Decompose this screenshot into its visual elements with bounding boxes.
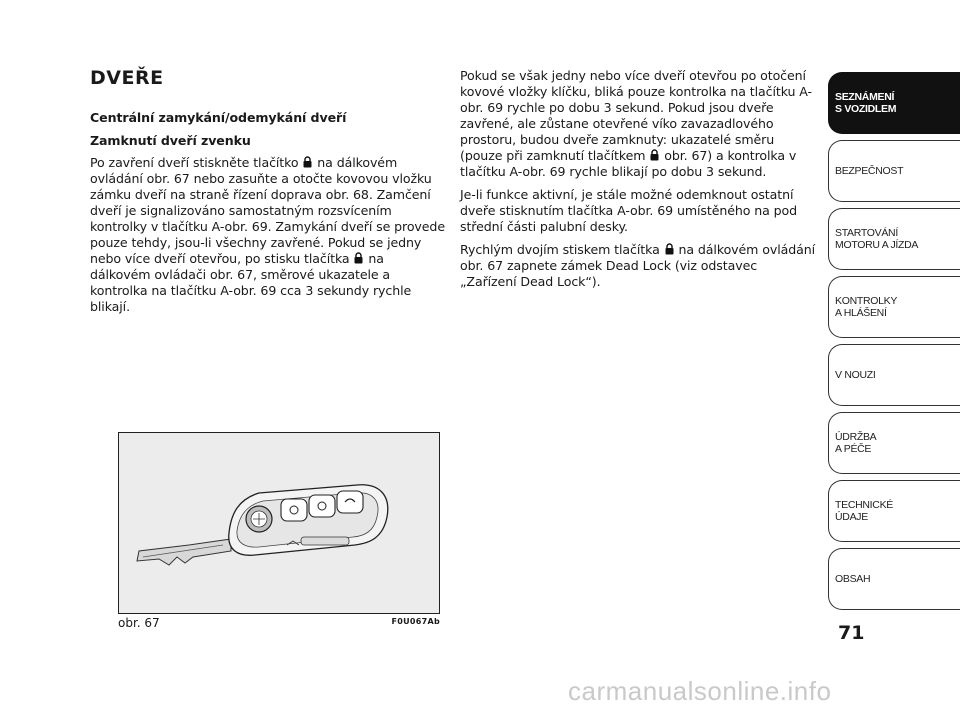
body-paragraph: Rychlým dvojím stiskem tlačítka na dálkovém ovládání obr. 67 zapnete zámek Dead Lock (viz odstavec „Zařízení Dead Lock“). <box>460 242 816 289</box>
tab-seznameni[interactable] <box>828 72 960 134</box>
body-paragraph: Je-li funkce aktivní, je stále možné odemknout ostatní dveře stisknutím tlačítka A-obr. 69 umístěného na pod střední části palubní desky. <box>460 187 798 234</box>
body-paragraph: Pokud se však jedny nebo více dveří otevřou po otočení kovové vložky klíčku, bliká pouze kontrolka na tlačítku A-obr. 69 rychle po dobu 3 sekund. Pokud jsou dveře zavřené, ale zůstane otevřené víko zavazadlového prostoru, budou dveře zamknuty: ukazatelé směru (pouze při zamknutí tlačítkem obr. 67) a kontrolka v tlačítku A-obr. 69 rychle blikají po dobu 3 sekund. <box>460 68 812 179</box>
padlock-icon <box>303 156 312 168</box>
body-paragraph: Po zavření dveří stiskněte tlačítko na dálkovém ovládání obr. 67 nebo zasuňte a otočte kovovou vložku zámku dveří na straně řízení doprava obr. 68. Zamčení dveří je signalizováno samostatným rozsvícením kontrolky v tlačítku A-obr. 69. Zamykání dveří se provede pouze tehdy, jsou-li všechny zavřené. Pokud se jedny nebo více dveří otevřou, po stisku tlačítka na dálkovém ovládači obr. 67, směrové ukazatele a kontrolka na tlačítku A-obr. 69 cca 3 sekundy rychle blikají. <box>90 155 445 314</box>
figure-number: obr. 67 <box>118 616 160 630</box>
tab-label: TECHNICKÉ <box>835 499 893 511</box>
tab-label: S VOZIDLEM <box>835 103 897 115</box>
tab-label: BEZPEČNOST <box>835 165 904 177</box>
tab-label: MOTORU A JÍZDA <box>835 239 919 251</box>
paragraph-heading: Zamknutí dveří zvenku <box>90 133 251 148</box>
tab-obsah[interactable] <box>828 548 960 610</box>
tab-label: KONTROLKY <box>835 295 898 307</box>
padlock-icon <box>665 243 674 255</box>
left-column <box>90 60 445 322</box>
key-fob-illustration <box>119 433 439 613</box>
tab-label: A HLÁŠENÍ <box>835 307 887 319</box>
tab-label: ÚDRŽBA <box>835 431 877 443</box>
watermark: carmanualsonline.info <box>568 676 832 706</box>
padlock-icon <box>354 252 363 264</box>
tab-kontrolky[interactable] <box>828 276 960 338</box>
section-title: DVEŘE <box>90 67 164 89</box>
tab-startovani[interactable] <box>828 208 960 270</box>
tab-udrzba[interactable] <box>828 412 960 474</box>
tab-label: V NOUZI <box>835 369 876 381</box>
tab-label: ÚDAJE <box>835 511 868 523</box>
tab-label: A PÉČE <box>835 443 872 455</box>
tab-label: SEZNÁMENÍ <box>835 91 895 103</box>
tab-v-nouzi[interactable] <box>828 344 960 406</box>
padlock-icon <box>650 149 659 161</box>
page-number: 71 <box>838 622 865 644</box>
figure-code: F0U067Ab <box>391 617 440 626</box>
tab-label: OBSAH <box>835 573 871 585</box>
key-fob-figure <box>118 432 440 614</box>
right-column <box>460 68 815 297</box>
tab-label: STARTOVÁNÍ <box>835 227 898 239</box>
subsection-heading: Centrální zamykání/odemykání dveří <box>90 110 347 125</box>
tab-technicke-udaje[interactable] <box>828 480 960 542</box>
tab-bezpecnost[interactable] <box>828 140 960 202</box>
